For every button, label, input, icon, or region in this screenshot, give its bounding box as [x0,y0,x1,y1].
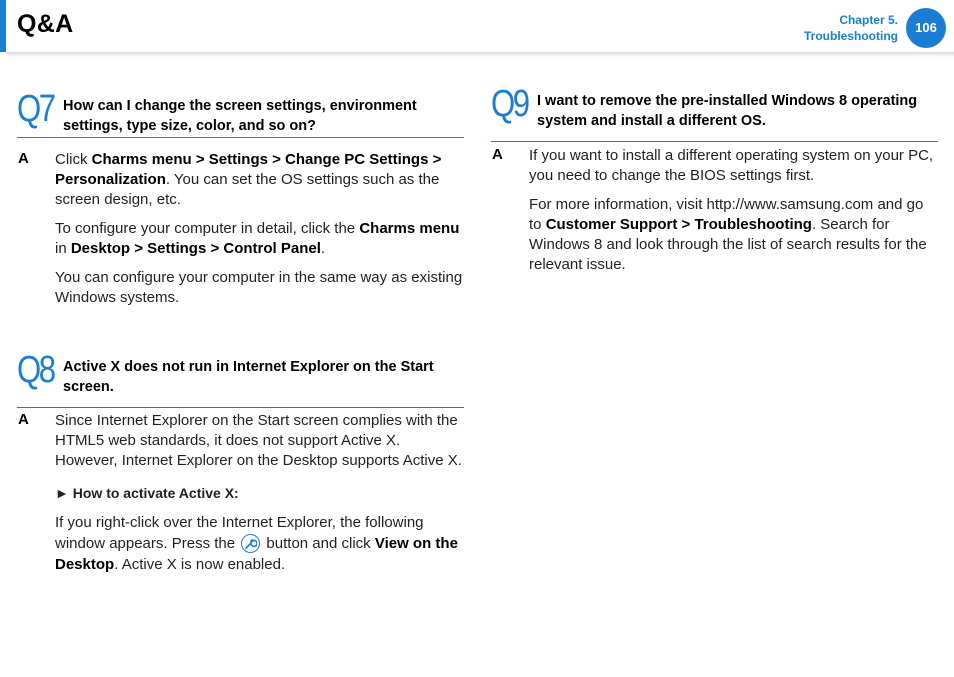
page-number-badge: 106 [906,8,946,48]
question-number: Q7 [17,88,54,130]
answer-paragraph [55,150,464,210]
text: in [55,240,71,257]
question-row [17,349,464,408]
question-number: Q8 [17,349,54,391]
answer-paragraph: Since Internet Explorer on the Start screen complies with the HTML5 web standards, it does not support Active X. However, Internet Explorer on the Desktop supports Active X. [55,412,462,469]
chapter-number: Chapter 5. [839,13,898,27]
wrench-icon [241,534,260,553]
text: . Search for Windows 8 and look through the list of search results for the relevant issue. [529,216,927,273]
answer-row [17,411,464,575]
text: For more information, visit http://www.samsung.com and go to [529,196,924,233]
qa-block-q9 [491,83,938,284]
menu-path: View on the Desktop [55,535,458,573]
text: . You can set the OS settings such as the screen design, etc. [55,171,440,208]
header-accent-bar [0,0,6,52]
text: button and click [262,535,375,552]
menu-path: Charms menu [359,220,460,237]
answer-body [55,411,464,575]
sub-heading: ► How to activate Active X: [55,485,239,501]
qa-block-q7 [17,88,464,317]
answer-paragraph: You can configure your computer in the same way as existing Windows systems. [55,269,463,306]
text: . Active X is now enabled. [114,556,286,573]
answer-paragraph [55,219,464,259]
menu-path: Desktop > Settings > Control Panel [70,240,321,257]
question-row [17,88,464,138]
answer-paragraph [55,512,464,575]
chapter-label [804,12,898,44]
qa-block-q8 [17,349,464,584]
question-text: How can I change the screen settings, environment settings, type size, color, and so on? [63,98,417,134]
page-header [0,0,954,56]
page-title: Q&A [17,10,74,38]
text: To configure your computer in detail, click the [55,220,360,237]
question-text: I want to remove the pre-installed Windows 8 operating system and install a different OS. [537,93,918,129]
answer-body [55,150,464,308]
answer-paragraph [529,195,938,275]
answer-label: A [492,146,503,163]
text: If you right-click over the Internet Explorer, the following window appears. Press the [55,514,424,552]
menu-path: Customer Support > Troubleshooting [545,216,812,233]
answer-row [491,146,938,275]
answer-label: A [18,411,29,428]
question-row [491,83,938,142]
question-text: Active X does not run in Internet Explorer on the Start screen. [63,359,434,395]
chapter-title: Troubleshooting [804,29,898,43]
text: Click [55,151,92,168]
menu-path: Charms menu > Settings > Change PC Settings > Personalization [55,151,442,188]
text: . [320,240,326,257]
answer-row [17,150,464,308]
answer-paragraph: If you want to install a different operating system on your PC, you need to change the BIOS settings first. [529,147,934,184]
answer-body [529,146,938,275]
header-divider [6,52,954,57]
answer-label: A [18,150,29,167]
question-number: Q9 [491,83,528,125]
